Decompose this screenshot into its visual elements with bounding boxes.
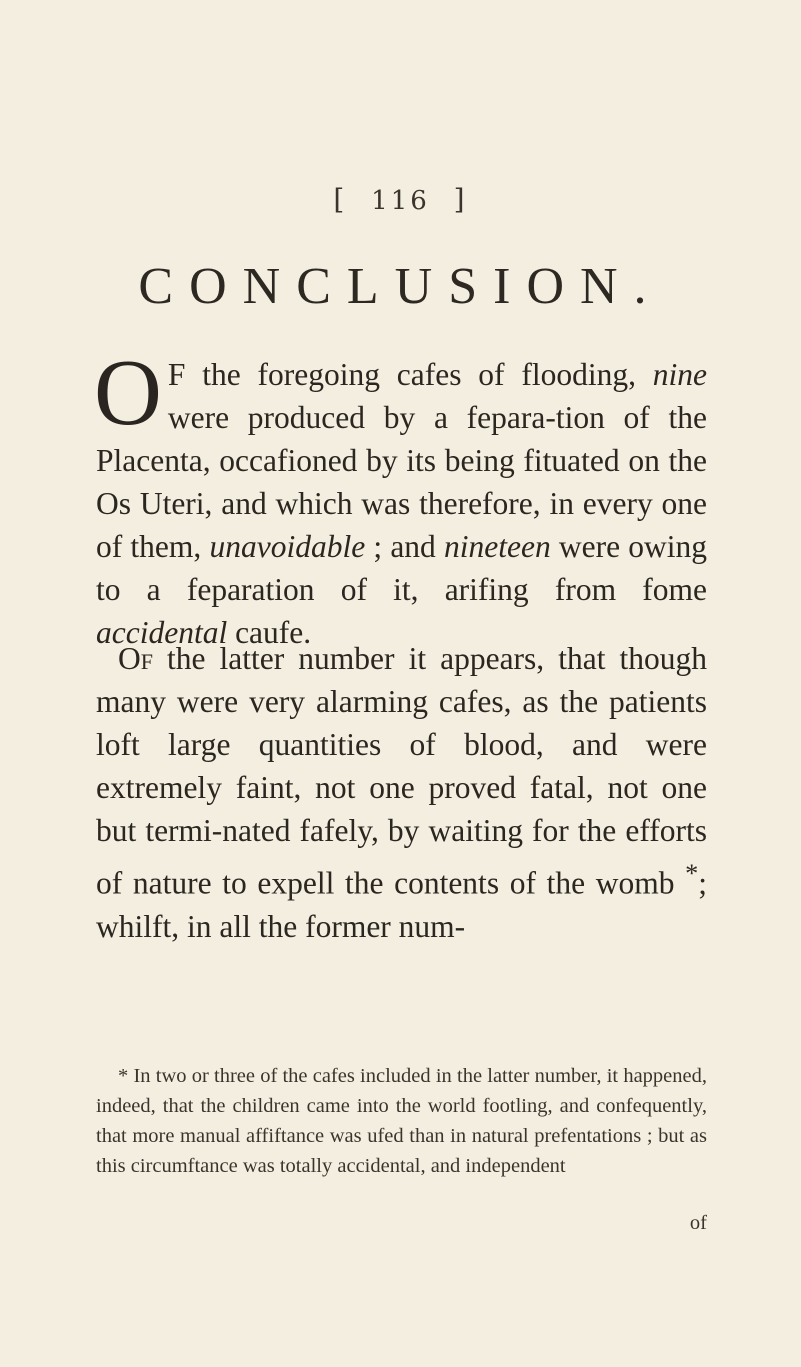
p1-italic-nineteen: nineteen <box>444 529 551 564</box>
p1-run-3: were produced by a fepara-tion of the Placenta, occafioned by its being fituated on the Os Uteri, and which was therefore, in every one of them, <box>96 400 707 564</box>
drop-cap: O <box>94 341 162 445</box>
footnote-mark: * <box>118 1065 129 1087</box>
paragraph-1 <box>94 341 708 654</box>
p2-text: the latter number it appears, that though many were very alarming cafes, as the patients loft large quantities of blood, and were extremely faint, not one proved fatal, not one but termi-nated fafely, by waiting for the efforts of nature to expell the contents of the womb <box>96 641 707 901</box>
footnote-reference-mark: * <box>685 859 699 888</box>
paragraph-2 <box>96 637 707 948</box>
p1-italic-unavoidable: unavoidable <box>209 529 366 564</box>
p1-italic-accidental: accidental <box>96 615 228 650</box>
footnote-text: In two or three of the cafes included in the latter number, it happened, indeed, that the children came into the world footling, and confequently, that more manual affiftance was ufed than in natural prefentations ; but as this circumftance was totally accidental, and independent <box>96 1065 707 1177</box>
catchword: of <box>689 1212 707 1234</box>
p1-run-9: caufe. <box>235 615 312 650</box>
chapter-heading: CONCLUSION. <box>138 258 663 315</box>
p2-tail: ; whilft, in all the former num- <box>96 865 707 944</box>
p1-run-5: ; and <box>373 529 436 564</box>
footnote <box>96 1061 707 1181</box>
page-number-open-bracket: [ <box>333 183 348 216</box>
page-number-close-bracket: ] <box>453 183 468 216</box>
page-number <box>0 183 801 216</box>
p2-lead-smallcaps: Of <box>118 641 153 676</box>
p1-italic-nine: nine <box>652 357 708 392</box>
page-number-value: 116 <box>371 186 430 216</box>
p1-run-1: F the foregoing cafes of flooding, <box>167 357 636 392</box>
p1-run-7: were owing to a feparation of it, arifing from fome <box>96 529 708 607</box>
